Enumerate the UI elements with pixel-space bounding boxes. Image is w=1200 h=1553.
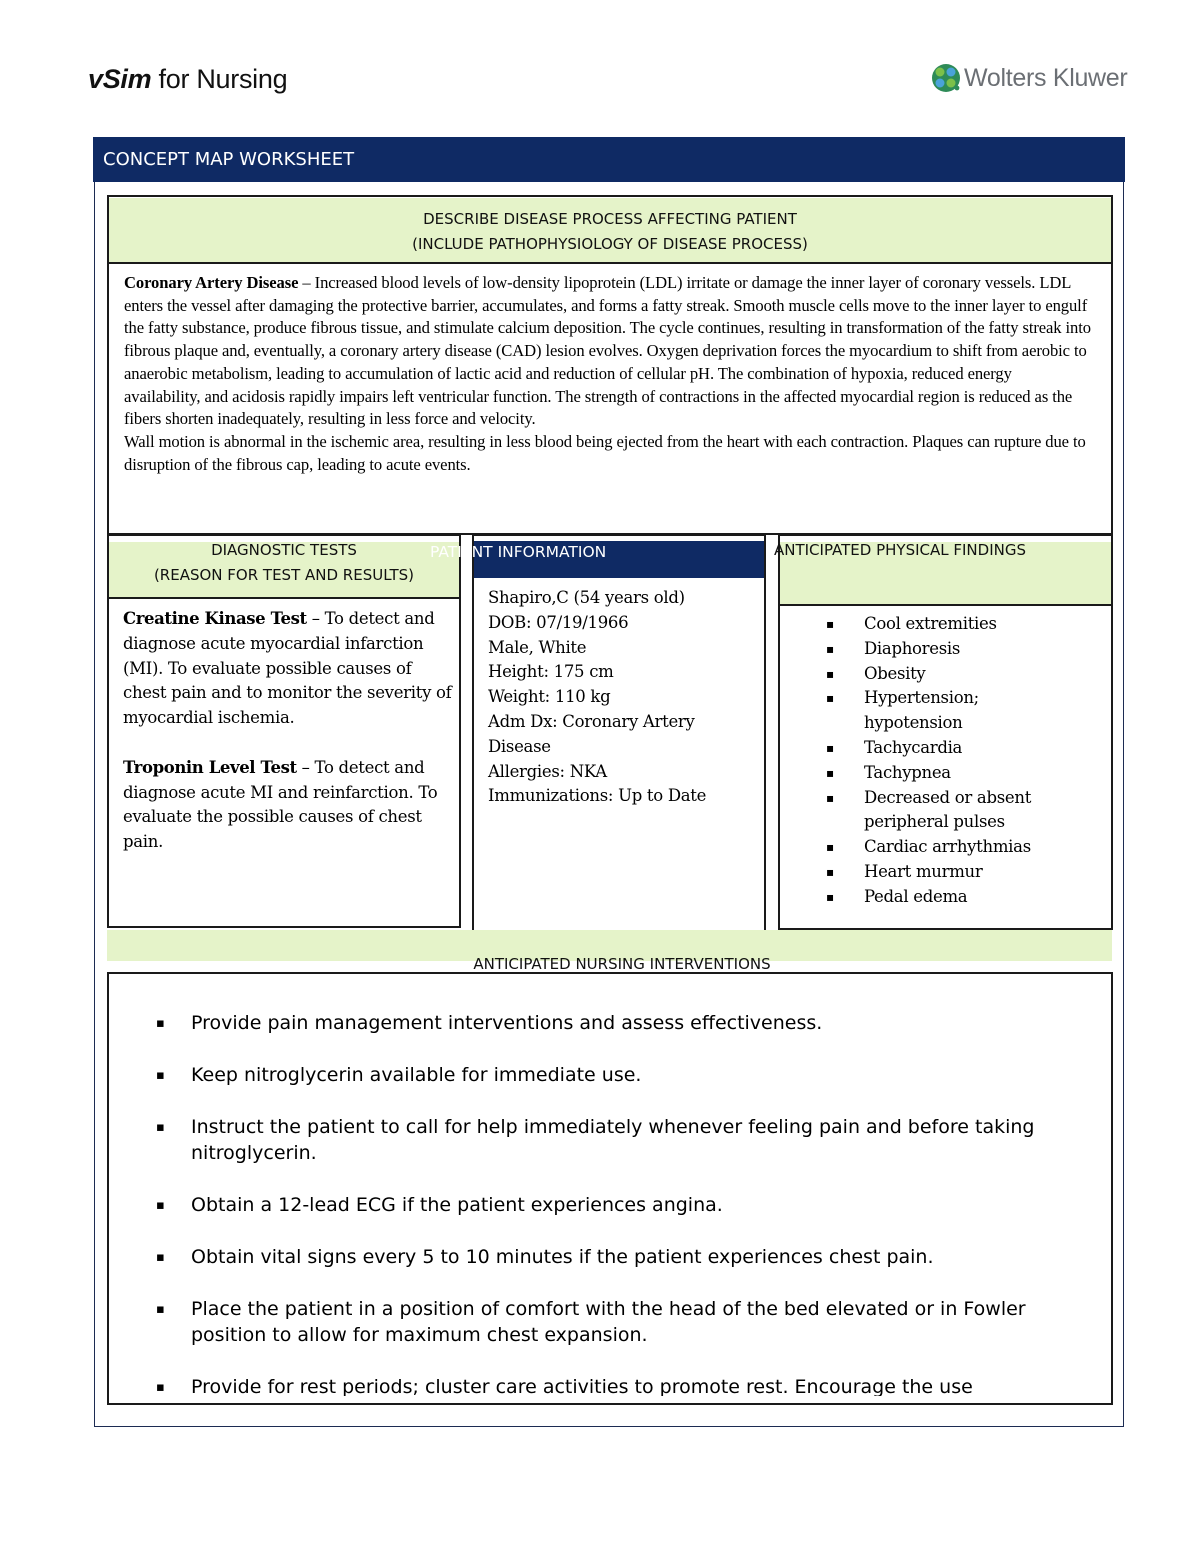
vsim-logo: vSim for Nursing <box>88 64 288 94</box>
disease-description-2: Wall motion is abnormal in the ischemic area, resulting in less blood being ejected from the heart with each contraction. Plaques can rupture due to disruption of the fibrous cap, leading to acute events. <box>124 431 1086 474</box>
physical-findings-heading: ANTICIPATED PHYSICAL FINDINGS <box>773 541 1026 559</box>
list-item: ▪ Decreased or absent peripheral pulses <box>826 787 1032 832</box>
wolters-kluwer-logo <box>930 62 1127 94</box>
list-item: ▪ Provide for rest periods; cluster care activities to promote rest. Encourage the use <box>156 1376 973 1396</box>
list-item: ▪ Heart murmur <box>826 861 983 881</box>
patient-admission-dx: Adm Dx: Coronary Artery Disease <box>488 711 695 756</box>
diagnostic-tests-list <box>123 607 453 880</box>
diagnostic-heading-line1: DIAGNOSTIC TESTS <box>211 541 357 559</box>
list-item: ▪ Obtain a 12-lead ECG if the patient experiences angina. <box>156 1194 723 1216</box>
patient-immunizations: Immunizations: Up to Date <box>488 786 707 806</box>
nursing-interventions-heading: ANTICIPATED NURSING INTERVENTIONS <box>473 955 771 973</box>
disease-name: Coronary Artery Disease <box>124 273 299 292</box>
list-item: ▪ Diaphoresis <box>826 638 961 658</box>
disease-description: Coronary Artery Disease – Increased blood levels of low-density lipoprotein (LDL) irritate or damage the inner layer of coronary vessels. LDL enters the vessel after damaging the protective barrier, accumulates, and forms a fatty streak. Smooth muscle cells move to the inner layer to engulf the fatty substance, produce fibrous tissue, and stimulate calcium deposition. The cycle continues, resulting in transformation of the fatty streak into fibrous plaque and, eventually, a coronary artery disease (CAD) lesion evolves. Oxygen deprivation forces the myocardium to shift from aerobic to anaerobic metabolism, leading to accumulation of lactic acid and reduction of cellular pH. The combination of hypoxia, reduced energy availability, and acidosis rapidly impairs left ventricular function. The strength of contractions in the affected myocardial region is reduced as the fibers shorten inadequately, resulting in less force and velocity. Wall motion is abnormal in the ischemic area, resulting in less blood being ejected from the heart with each contraction. Plaques can rupture due to disruption of the fibrous cap, leading to acute events. <box>124 273 1091 474</box>
physical-findings-list <box>826 612 1106 910</box>
patient-height: Height: 175 cm <box>488 662 614 682</box>
list-item: ▪ Tachypnea <box>826 762 951 782</box>
list-item: ▪ Provide pain management interventions and assess effectiveness. <box>156 1012 823 1034</box>
list-item: ▪ Cardiac arrhythmias <box>826 837 1031 857</box>
patient-name: Shapiro,C (54 years old) <box>488 588 685 607</box>
patient-allergies: Allergies: NKA <box>488 761 607 781</box>
patient-information-body <box>488 586 758 809</box>
list-item: ▪ Place the patient in a position of comfort with the head of the bed elevated or in Fowler position to allow for maximum chest expansion. <box>156 1298 1026 1346</box>
publisher-name: Wolters Kluwer <box>964 63 1128 92</box>
nursing-interventions-list <box>156 1010 1086 1396</box>
diagnostic-test-item: Creatine Kinase Test – To detect and diagnose acute myocardial infarction (MI). To evaluate possible causes of chest pain and to monitor the severity of myocardial ischemia. <box>123 609 452 728</box>
patient-sex-race: Male, White <box>488 637 587 657</box>
disease-heading-line1: DESCRIBE DISEASE PROCESS AFFECTING PATIENT <box>423 210 797 228</box>
worksheet-title: CONCEPT MAP WORKSHEET <box>93 137 1125 182</box>
list-item: ▪ Instruct the patient to call for help immediately whenever feeling pain and before taking nitroglycerin. <box>156 1116 1035 1164</box>
nursing-interventions-bottom-line <box>107 1403 1113 1405</box>
list-item: ▪ Keep nitroglycerin available for immediate use. <box>156 1064 642 1086</box>
list-item: ▪ Obesity <box>826 663 926 683</box>
wolters-kluwer-globe-icon <box>930 62 962 94</box>
patient-dob: DOB: 07/19/1966 <box>488 612 629 632</box>
diagnostic-test-item: Troponin Level Test – To detect and diagnose acute MI and reinfarction. To evaluate the possible causes of chest pain. <box>123 757 438 852</box>
patient-weight: Weight: 110 kg <box>488 687 611 707</box>
list-item: ▪ Cool extremities <box>826 614 997 633</box>
list-item: ▪ Tachycardia <box>826 737 963 757</box>
list-item: ▪ Pedal edema <box>826 886 968 906</box>
diagnostic-heading-line2: (REASON FOR TEST AND RESULTS) <box>153 566 415 584</box>
list-item: ▪ Hypertension; hypotension <box>826 688 979 733</box>
disease-heading-line2: (INCLUDE PATHOPHYSIOLOGY OF DISEASE PROCESS) <box>412 235 808 253</box>
list-item: ▪ Obtain vital signs every 5 to 10 minutes if the patient experiences chest pain. <box>156 1246 934 1268</box>
patient-information-heading: PATIENT INFORMATION <box>430 543 607 561</box>
